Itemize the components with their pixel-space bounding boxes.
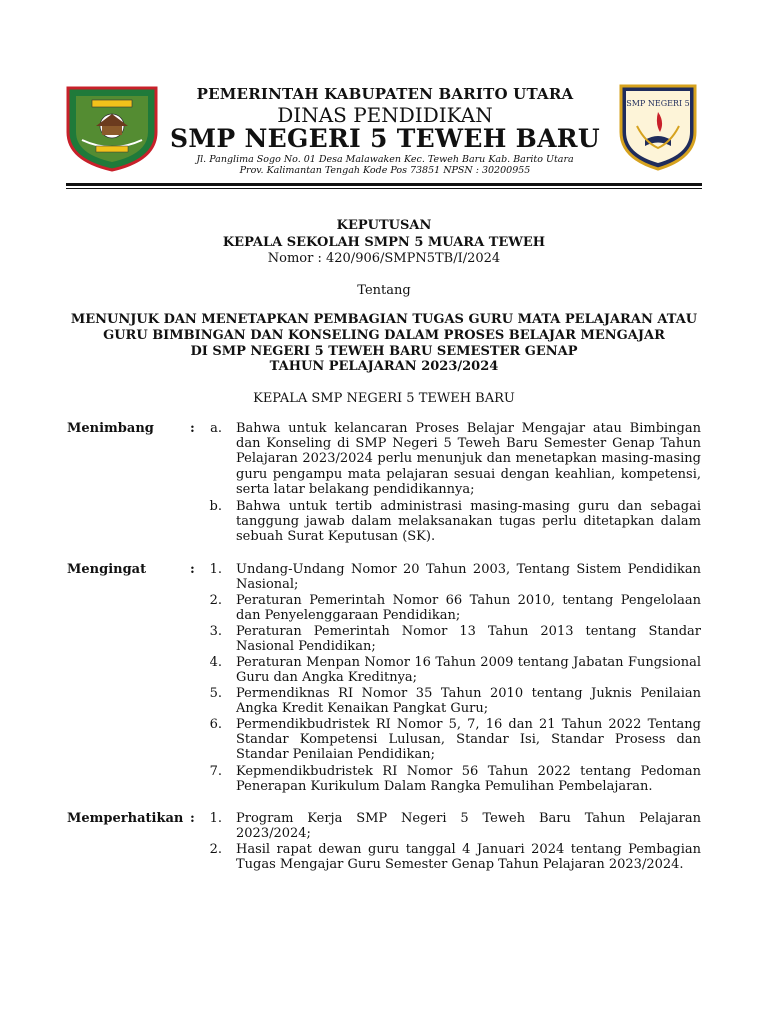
list-marker: b. bbox=[209, 499, 222, 514]
letterhead-school-name: SMP NEGERI 5 TEWEH BARU bbox=[170, 124, 600, 153]
section-colon: : bbox=[190, 811, 195, 826]
list-marker: 5. bbox=[209, 686, 222, 701]
barito-utara-regency-crest-icon bbox=[62, 82, 162, 172]
list-marker: 6. bbox=[209, 717, 222, 732]
section-label-memperhatikan: Memperhatikan bbox=[67, 811, 184, 826]
section-label-menimbang: Menimbang bbox=[67, 421, 154, 436]
decree-about: Tentang bbox=[357, 283, 411, 298]
emblem-text: SMP NEGERI 5 bbox=[626, 99, 690, 108]
list-item-text: Peraturan Menpan Nomor 16 Tahun 2009 tentang Jabatan Fungsional Guru dan Angka Kreditnya; bbox=[236, 655, 701, 686]
letterhead-government: PEMERINTAH KABUPATEN BARITO UTARA bbox=[196, 85, 574, 103]
letterhead-address-line1: Jl. Panglima Sogo No. 01 Desa Malawaken Kec. Teweh Baru Kab. Barito Utara bbox=[196, 154, 574, 165]
list-item-text: Bahwa untuk tertib administrasi masing-masing guru dan sebagai tanggung jawab dalam melaksanakan tugas perlu ditetapkan dalam sebuah Surat Keputusan (SK). bbox=[236, 499, 701, 545]
list-item-text: Kepmendikbudristek RI Nomor 56 Tahun 2022 tentang Pedoman Penerapan Kurikulum Dalam Rangka Pemulihan Pembelajaran. bbox=[236, 764, 701, 795]
list-marker: a. bbox=[210, 421, 222, 436]
list-item-text: Hasil rapat dewan guru tanggal 4 Januari 2024 tentang Pembagian Tugas Mengajar Guru Semester Genap Tahun Pelajaran 2023/2024. bbox=[236, 842, 701, 873]
smp-negeri-5-emblem-icon bbox=[615, 82, 701, 172]
list-marker: 3. bbox=[209, 624, 222, 639]
decree-subject-line: MENUNJUK DAN MENETAPKAN PEMBAGIAN TUGAS GURU MATA PELAJARAN ATAU bbox=[70, 312, 698, 327]
decree-subject-line: GURU BIMBINGAN DAN KONSELING DALAM PROSES BELAJAR MENGAJAR bbox=[103, 328, 665, 343]
list-marker: 1. bbox=[209, 562, 222, 577]
section-colon: : bbox=[190, 421, 195, 436]
letterhead-address-line2: Prov. Kalimantan Tengah Kode Pos 73851 NPSN : 30200955 bbox=[239, 165, 531, 176]
section-label-mengingat: Mengingat bbox=[67, 562, 147, 577]
list-item-text: Peraturan Pemerintah Nomor 13 Tahun 2013 tentang Standar Nasional Pendidikan; bbox=[236, 624, 701, 655]
list-item-text: Permendiknas RI Nomor 35 Tahun 2010 tentang Juknis Penilaian Angka Kredit Kenaikan Pangkat Guru; bbox=[236, 686, 701, 717]
decree-issuer: KEPALA SMP NEGERI 5 TEWEH BARU bbox=[253, 391, 515, 406]
decree-heading: KEPUTUSAN bbox=[336, 218, 432, 233]
letterhead-divider-thin bbox=[66, 188, 702, 189]
list-item-text: Permendikbudristek RI Nomor 5, 7, 16 dan 21 Tahun 2022 Tentang Standar Kompetensi Lulusan, Standar Isi, Standar Prosess dan Standar Penilaian Pendidikan; bbox=[236, 717, 701, 763]
decree-subject-line: TAHUN PELAJARAN 2023/2024 bbox=[269, 359, 499, 374]
list-item-text: Undang-Undang Nomor 20 Tahun 2003, Tentang Sistem Pendidikan Nasional; bbox=[236, 562, 701, 593]
decree-number: Nomor : 420/906/SMPN5TB/I/2024 bbox=[267, 251, 501, 266]
letterhead-divider-thick bbox=[66, 183, 702, 186]
decree-issuer-heading: KEPALA SEKOLAH SMPN 5 MUARA TEWEH bbox=[222, 235, 546, 250]
list-marker: 4. bbox=[209, 655, 222, 670]
list-marker: 2. bbox=[209, 842, 222, 857]
list-item-text: Program Kerja SMP Negeri 5 Teweh Baru Tahun Pelajaran 2023/2024; bbox=[236, 811, 701, 842]
section-colon: : bbox=[190, 562, 195, 577]
list-marker: 1. bbox=[209, 811, 222, 826]
decree-subject-line: DI SMP NEGERI 5 TEWEH BARU SEMESTER GENAP bbox=[190, 344, 578, 359]
letterhead-department: DINAS PENDIDIKAN bbox=[277, 103, 493, 127]
list-marker: 2. bbox=[209, 593, 222, 608]
list-marker: 7. bbox=[209, 764, 222, 779]
list-item-text: Bahwa untuk kelancaran Proses Belajar Mengajar atau Bimbingan dan Konseling di SMP Negeri 5 Teweh Baru Semester Genap Tahun Pelajaran 2023/2024 perlu menunjuk dan menetapkan masing-masing guru pengampu mata pelajaran sesuai dengan keahlian, kompetensi, serta latar belakang pendidikannya; bbox=[236, 421, 701, 497]
list-item-text: Peraturan Pemerintah Nomor 66 Tahun 2010, tentang Pengelolaan dan Penyelenggaraan Pendidikan; bbox=[236, 593, 701, 624]
